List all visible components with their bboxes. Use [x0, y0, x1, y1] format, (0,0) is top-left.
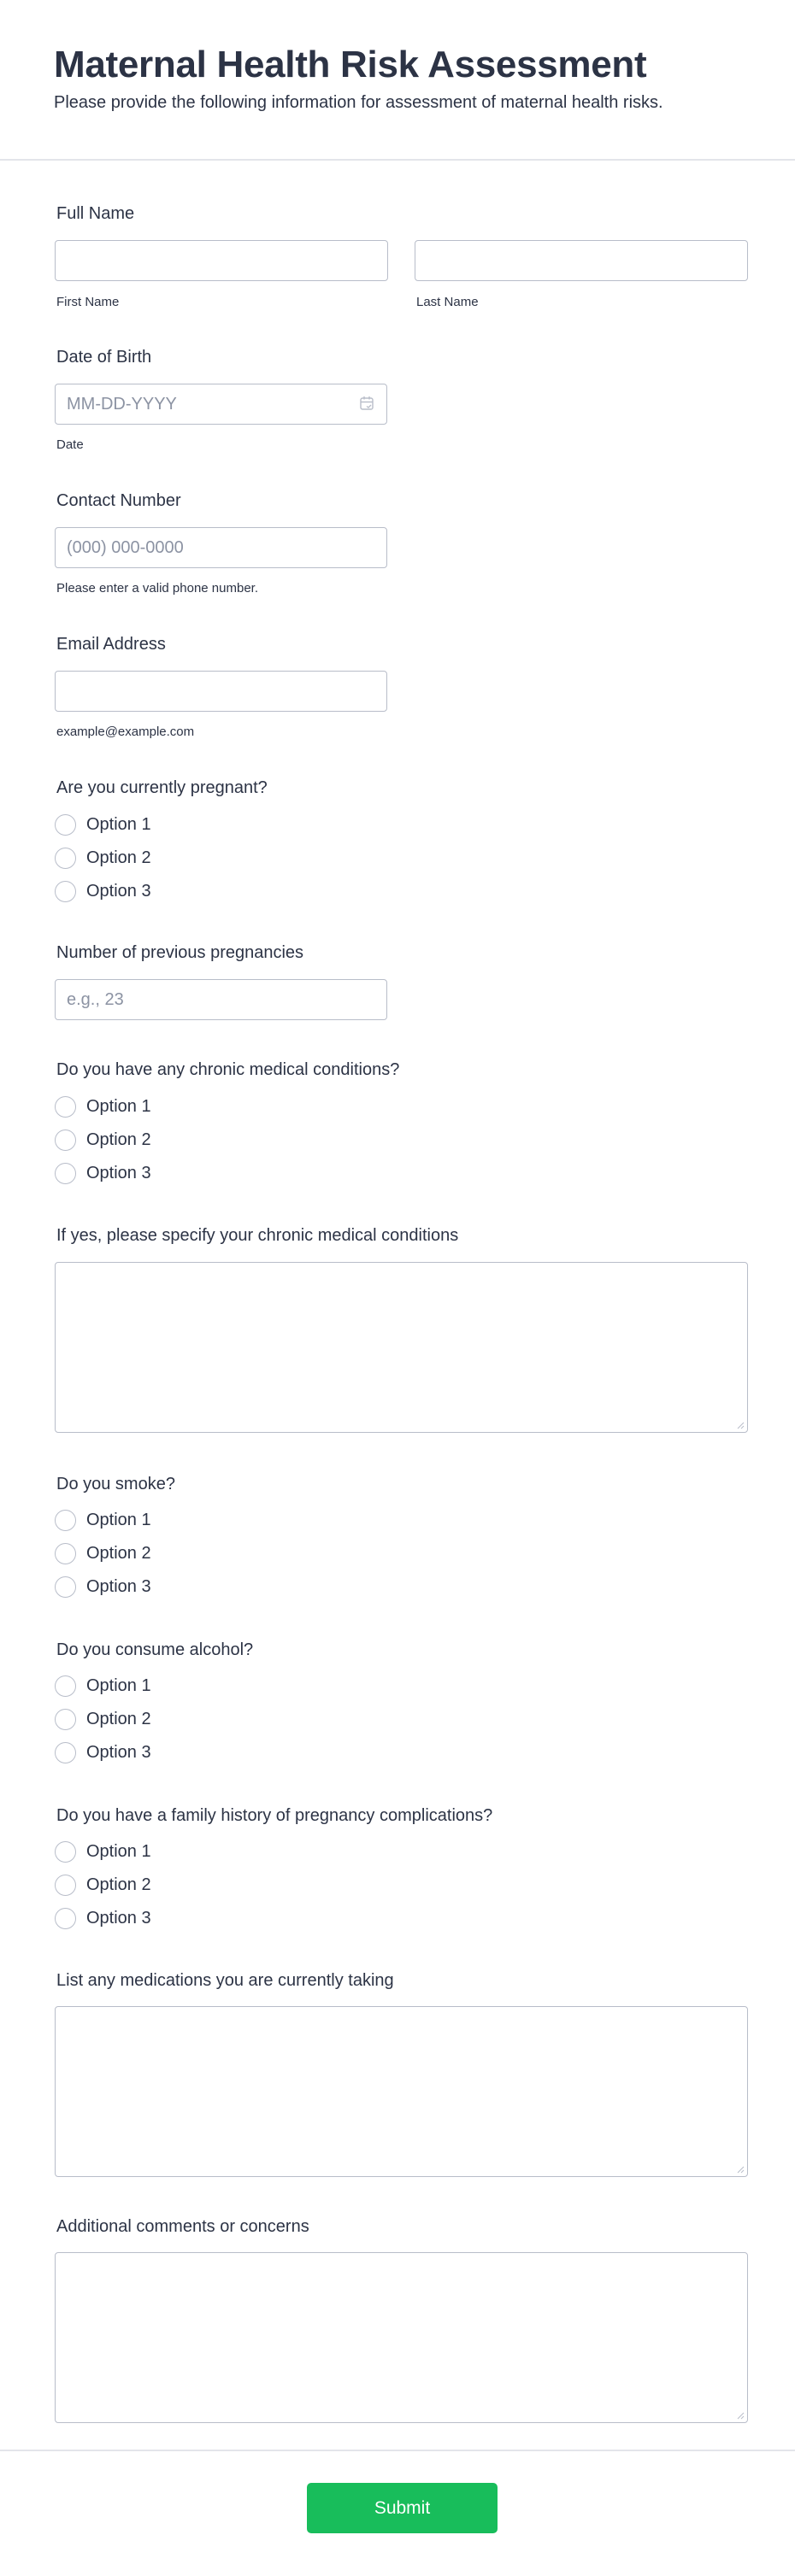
radio-label: Option 2: [86, 1130, 151, 1149]
radio-circle-icon[interactable]: [55, 1742, 76, 1763]
radio-circle-icon[interactable]: [55, 1096, 76, 1118]
pregnant-option-1[interactable]: [55, 813, 151, 836]
email-sublabel: example@example.com: [56, 725, 195, 739]
alcohol-label: Do you consume alcohol?: [56, 1640, 254, 1659]
contact-sublabel: Please enter a valid phone number.: [56, 581, 258, 596]
radio-circle-icon[interactable]: [55, 1543, 76, 1564]
resize-grip-icon[interactable]: [736, 2411, 745, 2420]
radio-label: Option 2: [86, 1544, 151, 1563]
radio-circle-icon[interactable]: [55, 1163, 76, 1184]
family-history-option-3[interactable]: [55, 1907, 151, 1929]
medications-label: List any medications you are currently taking: [56, 1971, 394, 1990]
email-label: Email Address: [56, 635, 166, 654]
comments-wrapper: [55, 2252, 748, 2423]
chronic-specify-textarea[interactable]: [55, 1262, 748, 1433]
alcohol-option-2[interactable]: [55, 1708, 151, 1730]
family-history-label: Do you have a family history of pregnancy complications?: [56, 1806, 493, 1825]
radio-label: Option 1: [86, 1511, 151, 1529]
chronic-specify-label: If yes, please specify your chronic medical conditions: [56, 1226, 459, 1245]
medications-textarea[interactable]: [55, 2006, 748, 2177]
radio-label: Option 3: [86, 1577, 151, 1596]
page-title: Maternal Health Risk Assessment: [54, 44, 647, 85]
pregnant-option-2[interactable]: [55, 847, 151, 869]
radio-circle-icon[interactable]: [55, 848, 76, 869]
radio-circle-icon[interactable]: [55, 1908, 76, 1929]
radio-circle-icon[interactable]: [55, 1130, 76, 1151]
radio-circle-icon[interactable]: [55, 1841, 76, 1863]
radio-label: Option 2: [86, 848, 151, 867]
radio-circle-icon[interactable]: [55, 881, 76, 902]
header-divider: [0, 159, 795, 161]
radio-label: Option 3: [86, 1164, 151, 1182]
prev-pregnancies-label: Number of previous pregnancies: [56, 943, 304, 962]
radio-label: Option 2: [86, 1875, 151, 1894]
resize-grip-icon[interactable]: [736, 1421, 745, 1429]
radio-label: Option 1: [86, 1676, 151, 1695]
radio-label: Option 3: [86, 1743, 151, 1762]
dob-label: Date of Birth: [56, 348, 152, 367]
medications-wrapper: [55, 2006, 748, 2177]
family-history-option-2[interactable]: [55, 1874, 151, 1896]
chronic-option-3[interactable]: [55, 1162, 151, 1184]
radio-label: Option 1: [86, 815, 151, 834]
smoke-option-1[interactable]: [55, 1509, 151, 1531]
radio-label: Option 1: [86, 1097, 151, 1116]
smoke-option-2[interactable]: [55, 1542, 151, 1564]
page-subtitle: Please provide the following information for assessment of maternal health risks.: [54, 93, 663, 112]
radio-label: Option 1: [86, 1842, 151, 1861]
submit-button[interactable]: Submit: [307, 2483, 498, 2533]
chronic-option-2[interactable]: [55, 1129, 151, 1151]
pregnant-label: Are you currently pregnant?: [56, 778, 268, 797]
last-name-input[interactable]: [415, 240, 748, 281]
chronic-specify-wrapper: [55, 1262, 748, 1433]
radio-label: Option 3: [86, 1909, 151, 1928]
full-name-label: Full Name: [56, 204, 135, 223]
comments-label: Additional comments or concerns: [56, 2217, 309, 2236]
contact-label: Contact Number: [56, 491, 181, 510]
chronic-option-1[interactable]: [55, 1095, 151, 1118]
radio-label: Option 3: [86, 882, 151, 901]
smoke-option-3[interactable]: [55, 1576, 151, 1598]
first-name-input[interactable]: [55, 240, 388, 281]
alcohol-option-1[interactable]: [55, 1675, 151, 1697]
alcohol-option-3[interactable]: [55, 1741, 151, 1763]
dob-input[interactable]: [55, 384, 387, 425]
radio-circle-icon[interactable]: [55, 814, 76, 836]
prev-pregnancies-input[interactable]: [55, 979, 387, 1020]
resize-grip-icon[interactable]: [736, 2165, 745, 2174]
radio-label: Option 2: [86, 1710, 151, 1728]
first-name-sublabel: First Name: [56, 295, 120, 309]
chronic-label: Do you have any chronic medical conditions?: [56, 1060, 400, 1079]
calendar-icon[interactable]: [358, 395, 375, 412]
family-history-option-1[interactable]: [55, 1840, 151, 1863]
email-input[interactable]: [55, 671, 387, 712]
dob-sublabel: Date: [56, 437, 84, 452]
dob-field-wrapper: [55, 384, 387, 425]
radio-circle-icon[interactable]: [55, 1510, 76, 1531]
pregnant-option-3[interactable]: [55, 880, 151, 902]
footer-divider: [0, 2450, 795, 2451]
comments-textarea[interactable]: [55, 2252, 748, 2423]
last-name-sublabel: Last Name: [416, 295, 479, 309]
radio-circle-icon[interactable]: [55, 1576, 76, 1598]
radio-circle-icon[interactable]: [55, 1709, 76, 1730]
smoke-label: Do you smoke?: [56, 1475, 175, 1493]
radio-circle-icon[interactable]: [55, 1675, 76, 1697]
radio-circle-icon[interactable]: [55, 1875, 76, 1896]
contact-input[interactable]: [55, 527, 387, 568]
